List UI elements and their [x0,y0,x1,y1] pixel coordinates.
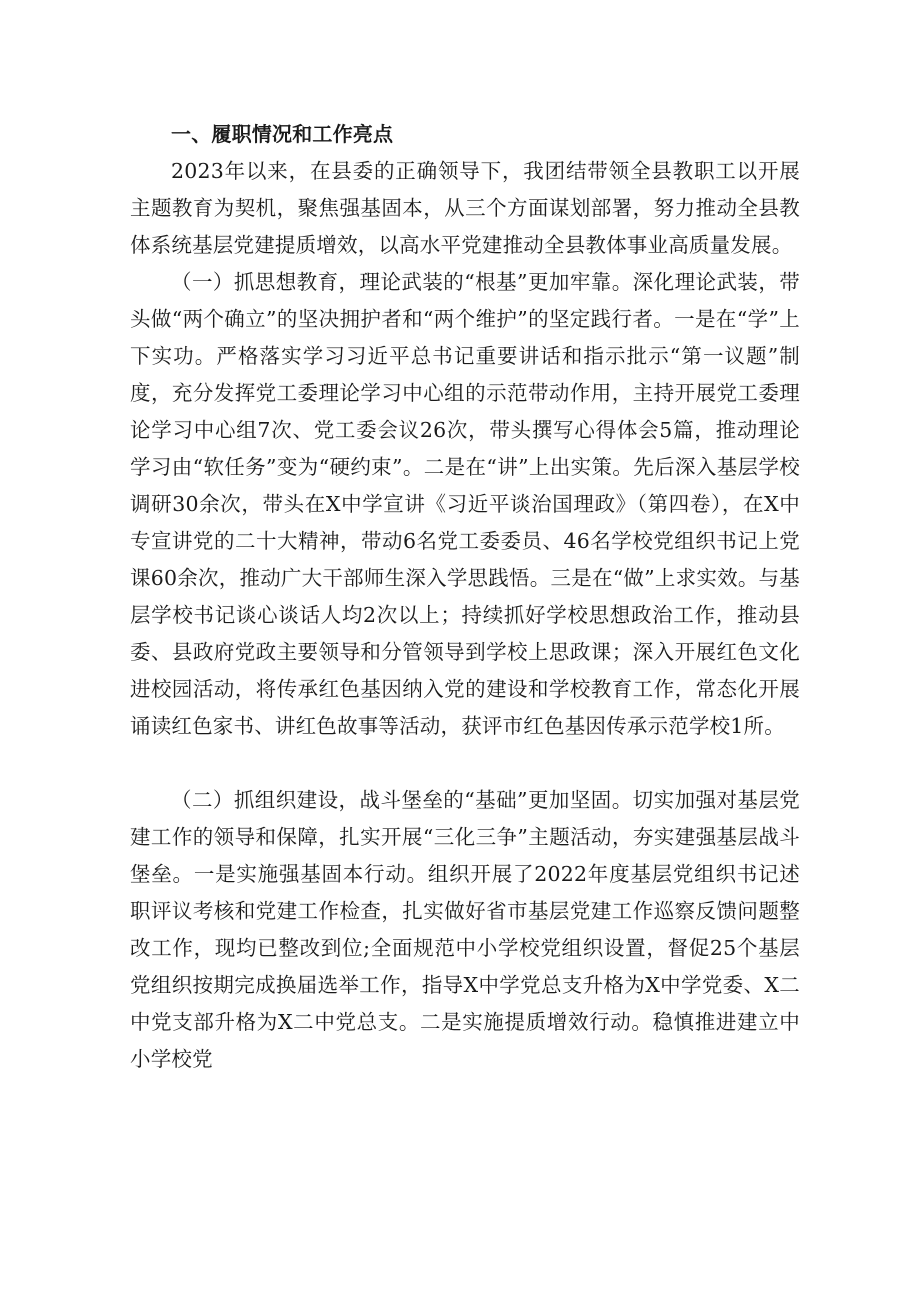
section-heading: 一、履职情况和工作亮点 [171,122,394,146]
paragraph-ideological-education: （一）抓思想教育，理论武装的“根基”更加牢靠。深化理论武装，带头做“两个确立”的坚决拥护者和“两个维护”的坚定践行者。一是在“学”上下实功。严格落实学习习近平总书记重要讲话和指示批示“第一议题”制度，充分发挥党工委理论学习中心组的示范带动作用，主持开展党工委理论学习中心组7次、党工委会议26次，带头撰写心得体会5篇，推动理论学习由“软任务”变为“硬约束”。二是在“讲”上出实策。先后深入基层学校调研30余次，带头在X中学宣讲《习近平谈治国理政》（第四卷），在X中专宣讲党的二十大精神，带动6名党工委委员、46名学校党组织书记上党课60余次，推动广大干部师生深入学思践悟。三是在“做”上求实效。与基层学校书记谈心谈话人均2次以上；持续抓好学校思想政治工作，推动县委、县政府党政主要领导和分管领导到学校上思政课；深入开展红色文化进校园活动，将传承红色基因纳入党的建设和学校教育工作，常态化开展诵读红色家书、讲红色故事等活动，获评市红色基因传承示范学校1所。 [130,270,800,738]
document-body [130,116,800,1078]
intro-paragraph: 2023年以来，在县委的正确领导下，我团结带领全县教职工以开展主题教育为契机，聚焦强基固本，从三个方面谋划部署，努力推动全县教体系统基层党建提质增效，以高水平党建推动全县教体事业高质量发展。 [130,159,800,257]
paragraph-spacer [130,745,800,782]
paragraph-organization-building: （二）抓组织建设，战斗堡垒的“基础”更加坚固。切实加强对基层党建工作的领导和保障，扎实开展“三化三争”主题活动，夯实建强基层战斗堡垒。一是实施强基固本行动。组织开展了2022年度基层党组织书记述职评议考核和党建工作检查，扎实做好省市基层党建工作巡察反馈问题整改工作，现均已整改到位;全面规范中小学校党组织设置，督促25个基层党组织按期完成换届选举工作，指导X中学党总支升格为X中学党委、X二中党支部升格为X二中党总支。二是实施提质增效行动。稳慎推进建立中小学校党 [130,788,800,1071]
